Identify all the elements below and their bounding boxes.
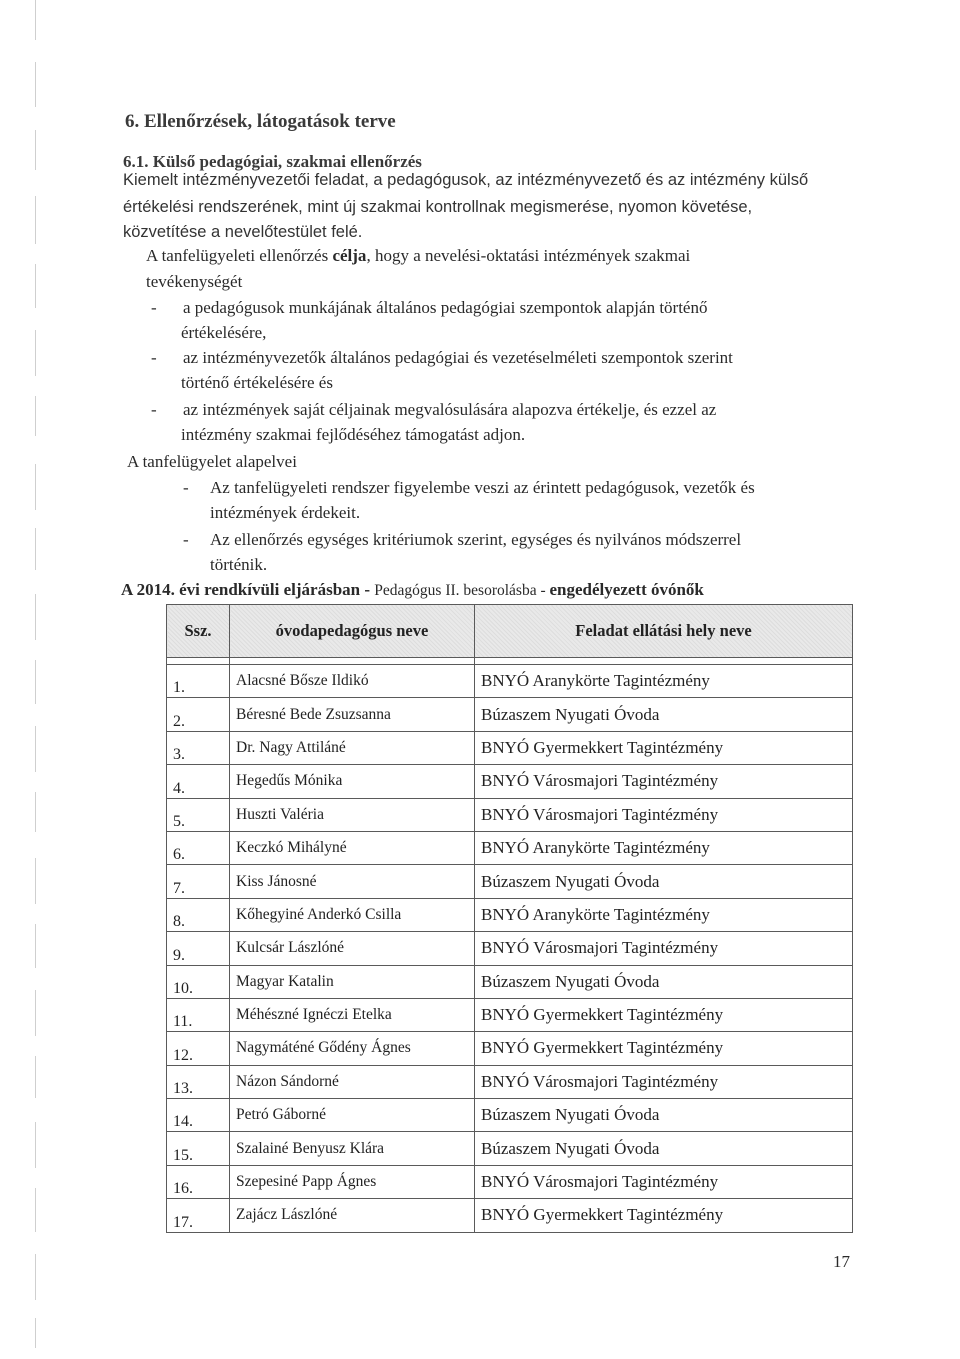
workplace-name: BNYÓ Aranykörte Tagintézmény <box>475 831 853 864</box>
row-number: 11. <box>167 998 230 1031</box>
workplace-name: BNYÓ Városmajori Tagintézmény <box>475 1065 853 1098</box>
workplace-name: BNYÓ Városmajori Tagintézmény <box>475 1165 853 1198</box>
table-row <box>167 1132 853 1165</box>
row-number: 1. <box>167 665 230 698</box>
workplace-name: BNYÓ Aranykörte Tagintézmény <box>475 665 853 698</box>
row-number: 13. <box>167 1065 230 1098</box>
aim-sentence-continuation: tevékenységét <box>146 272 243 291</box>
teacher-name: Kiss Jánosné <box>230 865 475 898</box>
teacher-name: Petró Gáborné <box>230 1099 475 1132</box>
principle-line: Az tanfelügyeleti rendszer figyelembe veszi az érintett pedagógusok, vezetők és <box>210 478 755 497</box>
row-number: 12. <box>167 1032 230 1065</box>
table-row <box>167 1199 853 1232</box>
teacher-name: Béresné Bede Zsuzsanna <box>230 698 475 731</box>
row-number: 9. <box>167 932 230 965</box>
aim-item-line: az intézményvezetők általános pedagógiai és vezetéselméleti szempontok szerint <box>183 348 733 367</box>
workplace-name: BNYÓ Gyermekkert Tagintézmény <box>475 1199 853 1232</box>
row-number: 14. <box>167 1099 230 1132</box>
workplace-name: BNYÓ Városmajori Tagintézmény <box>475 932 853 965</box>
teacher-name: Huszti Valéria <box>230 798 475 831</box>
aim-suffix: , hogy a nevelési-oktatási intézmények szakmai <box>366 246 691 265</box>
table-row <box>167 998 853 1031</box>
teacher-name: Szalainé Benyusz Klára <box>230 1132 475 1165</box>
intro-line: Kiemelt intézményvezetői feladat, a pedagógusok, az intézményvezető és az intézmény külső <box>123 171 809 189</box>
table-row <box>167 932 853 965</box>
table-body <box>167 665 853 1233</box>
teacher-name: Magyar Katalin <box>230 965 475 998</box>
table-row <box>167 698 853 731</box>
table-row <box>167 831 853 864</box>
row-number: 17. <box>167 1199 230 1232</box>
col-header-workplace: Feladat ellátási hely neve <box>475 605 853 658</box>
procedure-part-1: A 2014. évi rendkívüli eljárásban - <box>121 580 375 599</box>
procedure-line <box>121 580 704 600</box>
workplace-name: BNYÓ Gyermekkert Tagintézmény <box>475 731 853 764</box>
list-dash: - <box>183 530 189 549</box>
row-number: 3. <box>167 731 230 764</box>
table-row <box>167 1165 853 1198</box>
row-number: 2. <box>167 698 230 731</box>
table-row <box>167 665 853 698</box>
table-row <box>167 731 853 764</box>
workplace-name: BNYÓ Városmajori Tagintézmény <box>475 798 853 831</box>
intro-line: értékelési rendszerének, mint új szakmai kontrollnak megismerése, nyomon követése, <box>123 198 753 216</box>
workplace-name: BNYÓ Gyermekkert Tagintézmény <box>475 1032 853 1065</box>
col-header-teacher-name: óvodapedagógus neve <box>230 605 475 658</box>
table-row <box>167 765 853 798</box>
teacher-name: Hegedűs Mónika <box>230 765 475 798</box>
teacher-name: Keczkó Mihályné <box>230 831 475 864</box>
principle-line: történik. <box>210 555 268 574</box>
row-number: 4. <box>167 765 230 798</box>
row-number: 15. <box>167 1132 230 1165</box>
kindergarten-teachers-table <box>166 604 853 1233</box>
col-header-number: Ssz. <box>167 605 230 658</box>
teacher-name: Nagymáténé Gődény Ágnes <box>230 1032 475 1065</box>
principle-line: intézmények érdekeit. <box>210 503 361 522</box>
workplace-name: BNYÓ Gyermekkert Tagintézmény <box>475 998 853 1031</box>
table-header-gap <box>167 658 853 665</box>
row-number: 5. <box>167 798 230 831</box>
table-header-row <box>167 605 853 658</box>
aim-bold-word: célja <box>332 246 367 265</box>
teacher-name: Kőhegyiné Anderkó Csilla <box>230 898 475 931</box>
aim-item-line: értékelésére, <box>181 323 267 342</box>
aim-item-line: intézmény szakmai fejlődéséhez támogatást adjon. <box>181 425 526 444</box>
list-dash: - <box>183 478 189 497</box>
teacher-name: Alacsné Bősze Ildikó <box>230 665 475 698</box>
workplace-name: Búzaszem Nyugati Óvoda <box>475 865 853 898</box>
procedure-part-2: Pedagógus II. besorolásba - <box>374 582 550 599</box>
table-row <box>167 898 853 931</box>
procedure-part-3: engedélyezett óvónők <box>549 580 704 599</box>
table-row <box>167 865 853 898</box>
teacher-name: Méhészné Ignéczi Etelka <box>230 998 475 1031</box>
teacher-name: Názon Sándorné <box>230 1065 475 1098</box>
table-row <box>167 798 853 831</box>
aim-item-line: a pedagógusok munkájának általános pedagógiai szempontok alapján történő <box>183 298 708 317</box>
row-number: 10. <box>167 965 230 998</box>
workplace-name: Búzaszem Nyugati Óvoda <box>475 1132 853 1165</box>
list-dash: - <box>151 400 157 419</box>
workplace-name: Búzaszem Nyugati Óvoda <box>475 698 853 731</box>
section-heading: 6. Ellenőrzések, látogatások terve <box>125 111 396 132</box>
teacher-name: Zajácz Lászlóné <box>230 1199 475 1232</box>
workplace-name: BNYÓ Aranykörte Tagintézmény <box>475 898 853 931</box>
table-row <box>167 1065 853 1098</box>
table-row <box>167 965 853 998</box>
teacher-name: Szepesiné Papp Ágnes <box>230 1165 475 1198</box>
table-row <box>167 1032 853 1065</box>
aim-sentence <box>146 246 690 266</box>
workplace-name: Búzaszem Nyugati Óvoda <box>475 1099 853 1132</box>
row-number: 16. <box>167 1165 230 1198</box>
aim-item-line: történő értékelésére és <box>181 373 333 392</box>
row-number: 6. <box>167 831 230 864</box>
intro-line: közvetítése a nevelőtestület felé. <box>123 223 363 241</box>
list-dash: - <box>151 348 157 367</box>
principles-title: A tanfelügyelet alapelvei <box>127 452 297 471</box>
row-number: 8. <box>167 898 230 931</box>
subsection-heading: 6.1. Külső pedagógiai, szakmai ellenőrzés <box>123 152 422 171</box>
list-dash: - <box>151 298 157 317</box>
aim-prefix: A tanfelügyeleti ellenőrzés <box>146 246 333 265</box>
aim-item-line: az intézmények saját céljainak megvalósulására alapozva értékelje, és ezzel az <box>183 400 717 419</box>
workplace-name: BNYÓ Városmajori Tagintézmény <box>475 765 853 798</box>
teacher-name: Dr. Nagy Attiláné <box>230 731 475 764</box>
principle-line: Az ellenőrzés egységes kritériumok szerint, egységes és nyilvános módszerrel <box>210 530 742 549</box>
row-number: 7. <box>167 865 230 898</box>
workplace-name: Búzaszem Nyugati Óvoda <box>475 965 853 998</box>
table-row <box>167 1099 853 1132</box>
teacher-name: Kulcsár Lászlóné <box>230 932 475 965</box>
page-number: 17 <box>833 1252 850 1271</box>
